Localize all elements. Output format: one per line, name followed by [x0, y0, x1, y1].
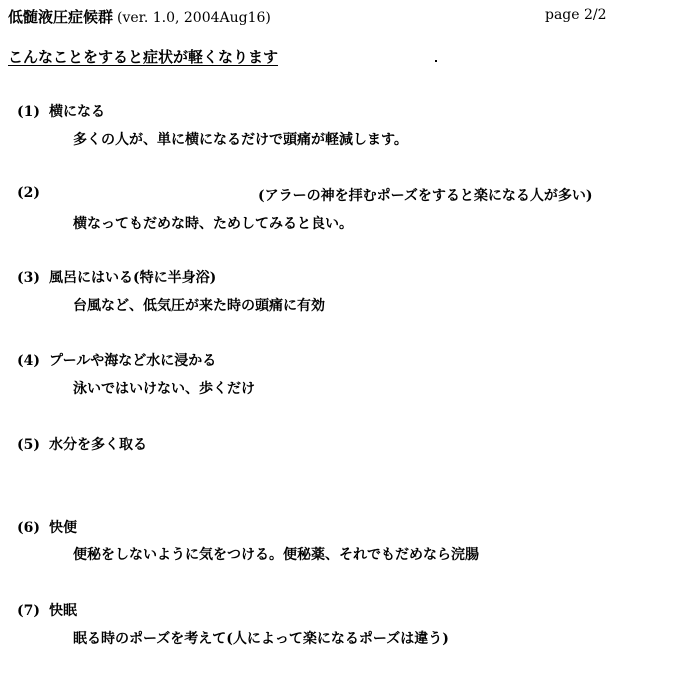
item-number: (2) [17, 185, 40, 201]
item-body-6: 便秘をしないように気をつける。便秘薬、それでもだめなら浣腸 [73, 547, 479, 563]
item-body-2: 横なってもだめな時、ためしてみると良い。 [73, 216, 353, 232]
item-heading-2 [17, 185, 49, 201]
item-title: 快眠 [49, 603, 77, 619]
section-subtitle: こんなことをすると症状が軽くなります [8, 48, 279, 66]
item-body-7: 眠る時のポーズを考えて(人によって楽になるポーズは違う) [73, 631, 449, 647]
version-text: (ver. 1.0, 2004Aug16) [117, 10, 271, 26]
item-body-3: 台風など、低気圧が来た時の頭痛に有効 [73, 298, 325, 314]
document-title [8, 6, 271, 27]
item-title: 水分を多く取る [49, 437, 147, 453]
item-note-2: (アラーの神を拝むポーズをすると楽になる人が多い) [258, 188, 593, 204]
item-body-4: 泳いではいけない、歩くだけ [73, 381, 255, 397]
item-heading-7 [17, 600, 77, 620]
item-title: 風呂にはいる(特に半身浴) [49, 270, 217, 286]
item-number: (5) [17, 437, 40, 453]
item-number: (7) [17, 603, 40, 619]
item-title: プールや海など水に浸かる [49, 353, 217, 369]
item-number: (4) [17, 353, 40, 369]
item-heading-1 [17, 101, 105, 121]
speck-mark [435, 60, 437, 62]
item-heading-6 [17, 517, 77, 537]
item-number: (3) [17, 270, 40, 286]
item-title: 快便 [49, 520, 77, 536]
item-number: (1) [17, 104, 40, 120]
title-text: 低髄液圧症候群 [8, 8, 114, 26]
page-number: page 2/2 [545, 7, 607, 23]
item-number: (6) [17, 520, 40, 536]
item-heading-4 [17, 350, 216, 370]
item-body-1: 多くの人が、単に横になるだけで頭痛が軽減します。 [73, 132, 408, 148]
item-heading-5 [17, 434, 147, 454]
item-heading-3 [17, 267, 216, 287]
item-title: 横になる [49, 104, 105, 120]
